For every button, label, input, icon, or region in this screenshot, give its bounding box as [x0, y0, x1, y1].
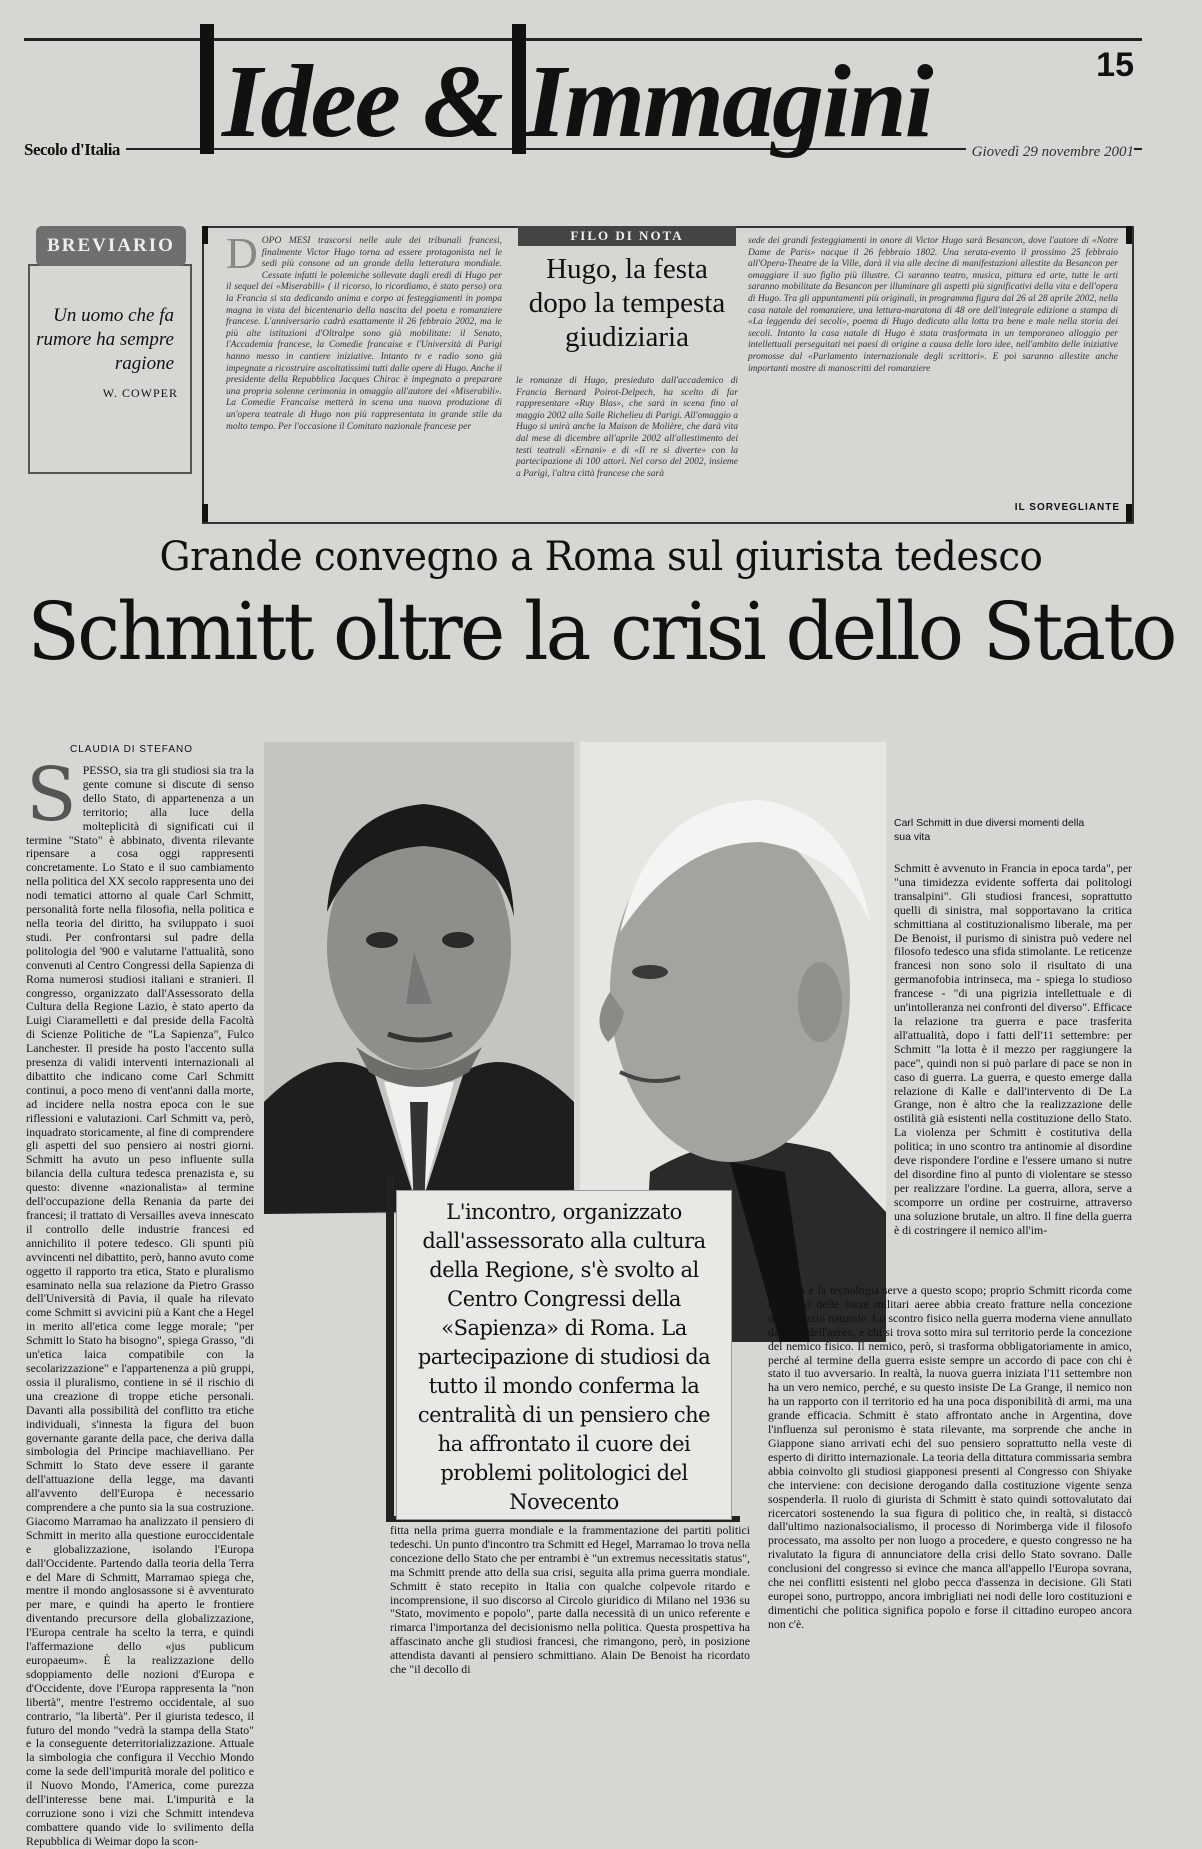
nota-col1-text: OPO MESI trascorsi nelle aule dei tribunali francesi, finalmente Victor Hugo torna ad essere protagonista nel le sedi più consone ad un grande della letteratura mondiale. Cessate infatti le polemiche sollevate dagli eredi di Hugo per il sequel dei «Miserabili» ( il ricorso, lo ricordiamo, è stato perso) ora la Francia si sta dedicando anima e corpo ai festeggiamenti in pompa magna in vista del bicentenario della nascita del poeta e romanziere francese. L'anniversario cadrà esattamente il 26 febbraio 2002, ma le più alte istituzioni d'Oltralpe sono già mobilitate: il Senato, l'Accademia francese, la Comedie francaise e l'Università di Parigi hanno messo in cantiere iniziative. Intanto tv e radio sono già impegnate a ricostruire ascoltatissimi tutti dalle opere di Hugo. Anche il presidente della Repubblica Jacques Chirac è impegnato a preparare una propria solenne cerimonia in omaggio all'autore dei «Miserabili». La Comedie Francaise metterà in scena una nuova produzione di un'opera teatrale di Hugo non più rappresentata in grande stile da molto tempo. Per l'occasione il Comitato nazionale francese per [226, 236, 502, 432]
breviario-label: BREVIARIO [36, 226, 186, 266]
nota-corner-br [1126, 504, 1132, 522]
article-column-left [26, 752, 255, 1848]
portrait-young-illustration [264, 742, 574, 1214]
publication-date: Giovedì 29 novembre 2001 [966, 144, 1134, 161]
filo-di-nota-headline: Hugo, la festa dopo la tempesta giudiziaria [528, 253, 726, 353]
breviario-quote: Un uomo che fa rumore ha sempre ragione [36, 305, 174, 374]
photo-caption: Carl Schmitt in due diversi momenti della sua vita [894, 817, 1085, 843]
article-column-right-lower: potenza e la tecnologia serve a questo scopo; proprio Schmitt ricorda come l'avvento delle forze militari aeree abbia creato fratture nella concezione dello spazio naturale. Lo scontro fisico nella guerra moderna viene annullato dall'uso dell'aereo, e chi si trova sotto mira sul territorio perde la concezione del nemico fisico. Il nemico, però, si trasforma obbligatoriamente in amico, perché al termine della guerra esiste sempre un accordo di pace con chi è stato il tuo avversario. In realtà, la nuova guerra iniziata l'11 settembre non ha un vero nemico, perché, e su questo insiste De La Grange, il nemico non ha un rapporto con il territorio ed ha una poca disponibilità di armi, ma una grande efficacia. Schmitt è stato affrontato anche in Argentina, dove l'influenza sul peronismo è stata rilevante, ma sorprende che anche in Giappone siano arrivati echi del suo pensiero soprattutto nella veste di esperto di diritto internazionale. La teoria della dittatura commissaria sembra abbia coinvolto gli studiosi giapponesi presenti al Congresso con Shiyake che interviene: con decisione derogando dalla costituzione vigente senza sospenderla. Il ruolo di giurista di Schmitt è stato quindi sottovalutato dai ricercatori sostenendo la sua figura di politico che, in realtà, si distaccò dall'ultimo nazionalsocialismo, il processo di Norimberga vide il filosofo processato, ma assolto per non luogo a procedere, e questo congresso ne ha rivalutato la figura di annunciatore della crisi dello Stato sovrano. Dalle conclusioni del congresso si evince che manca all'appello l'Europa sovrana, che nei conflitti esistenti nel globo pecca d'assenza in decisione. Gli Stati europei sono, purtroppo, ancora imbrigliati nei nodi delle loro costituzioni e dimentichi che politica significa popolo e forse il cittadino europeo ancora non c'è. [768, 1283, 1132, 1631]
filo-di-nota-column-2: le romanze di Hugo, presieduto dall'accademico di Francia Bernard Poirot-Delpech, ha scelto di far rappresentare «Ruy Blas», che sarà in scena fino al maggio 2002 alla Salle Richelieu di Parigi. All'omaggio a Hugo si unirà anche la Maison de Molière, che darà vita dal mese di dicembre all'aprile 2002 all'allestimento dei testi teatrali «Ernani» e di «Il re si diverte» con la partecipazione di 100 attori. Nel corso del 2002, insieme a Parigi, l'altra città francese che sarà [516, 376, 738, 479]
nota-corner-tr [1126, 226, 1132, 244]
filo-di-nota-column-3: sede dei grandi festeggiamenti in onore di Victor Hugo sarà Besancon, dove l'autore di «Notre Dame de Paris» nacque il 26 febbraio 1802. Una serata-evento il prossimo 25 febbraio all'Opera-Theatre de la Ville, darà il via alle decine di manifestazioni allestite da Besancon per omaggiare il suo figlio più illustre. Ci saranno teatro, musica, pittura ed arte, tutte le arti saranno mobilitate da Besancon per illuminare gli aspetti più significativi della vita e dell'opera di Hugo. Tra gli appuntamenti più originali, in programma figura dal 26 al 28 aprile 2002, nella casa natale del romanziere, una lettura-maratona di 48 ore dell'integrale edizione a stampa di «La leggenda dei secoli», poema di Hugo dedicato alla lotta tra bene e male nella storia dei secoli. Intanto la casa natale di Hugo è stata trasformata in un temporaneo alloggio per intellettuali perseguitati nei paesi di origine a causa delle loro idee, nell'ambito delle iniziative promosse dal «Parlamento internazionale degli scrittori». E poi saranno allestite anche importanti mostre di manoscritti del romanziere [748, 236, 1118, 374]
section-title: Idee & Immagini [222, 44, 932, 159]
article-drop-cap: S [26, 752, 77, 838]
nota-drop-cap: D [226, 229, 258, 278]
article-column-middle: fitta nella prima guerra mondiale e la frammentazione dei partiti politici tedeschi. Un punto d'incontro tra Schmitt ed Hegel, Marramao lo trova nella concezione dello Stato che per entrambi è "un extremus necessitatis status", ma Schmitt prende atto della sua crisi, seguita alla prima guerra mondiale. Schmitt è stato recepito in Italia con qualche colpevole ritardo e incomprensione, il suo discorso al Circolo giuridico di Milano nel 1936 su "Stato, movimento e popolo", parte dalla necessità di un unico referente e rimarca l'importanza del decisionismo nella politica. Questa prospettiva ha affascinato anche gli studiosi francesi, che rimangono, però, in posizione attendista davanti al pensiero schmittiano. Alain De Benoist ha ricordato che "il decollo di [390, 1523, 750, 1677]
article-left-text: PESSO, sia tra gli studiosi sia tra la gente comune si discute di senso dello Stato, di appartenenza a un territorio; alla luce della molteplicità di significati cui il termine "Stato" è abbinato, diventa rilevante ripensare a cosa oggi rappresenti concretamente. Lo Stato e il suo cambiamento nella politica del XX secolo rappresenta uno dei nodi tematici attorno al quale Carl Schmitt, personalità forte nella filosofia, nella politica e nella teoria del diritto, ha sviluppato i suoi studi. Per confrontarsi sul padre della politologia del '900 e valutarne l'attualità, sono convenuti al Centro Congressi della Sapienza di Roma numerosi studiosi italiani e stranieri. Il congresso, organizzato dall'Assessorato della Cultura della Regione Lazio, è stato aperto da Luigi Ciaramelletti e dal preside della Facoltà di Scienze Politiche de "La Sapienza", Fulco Lanchester. Il preside ha posto l'accento sulla presenza di validi interventi internazionali al dibattito che indicano come Carl Schmitt continui, a poco meno di vent'anni dalla morte, ad incidere nella nostra epoca con le sue riflessioni e valutazioni. Carl Schmitt va, però, inquadrato storicamente, al fine di comprendere gli aspetti del suo pensiero ai nostri giorni. Schmitt ha avuto un peso influente sulla bilancia della cultura tedesca prenazista e, su questo: divenne «nazionalista» al termine dell'occupazione della Renania da parte dei francesi; il trattato di Versailles aveva innescato il controllo delle industrie francesi ed annichilito il potere tedesco. Gli spunti più avvincenti nel dibattito, però, hanno avuto come oggetto il rapporto tra etica, Stato e pluralismo esaminato nella sua relazione da Pietro Grasso dell'Università di Pavia, il quale ha rilevato come Schmitt si avvicini più a Kant che a Hegel in merito all'etica come legge morale; "per Schmitt lo Stato ha bisogno", spiega Grasso, "di un'etica laica compatibile con la secolarizzazione" e l'appartenenza a più gruppi, ossia il pluralismo, contiene in sé il rischio di una creazione di troppe etiche personali. Davanti alla possibilità del conflitto tra etiche individuali, s'innesta la figura del buon governante garante della pace, che deriva dalla simbologia del Principe machiavelliano. Per Schmitt lo Stato deve essere il garante dell'attuazione della legge, ma davanti all'avvento dell'Europa è necessario comprendere a che punto sia la sua costruzione. Giacomo Marramao ha analizzato il pensiero di Schmitt in merito alla questione euroccidentale e globalizzazione, isolando l'Europa dall'Occidente. Partendo dalla teoria della Terra e del Mare di Schmitt, Marramao spiega che, mentre il mondo anglosassone si è avventurato per mare, e quindi ha aperto le frontiere diventando precursore della globalizzazione, l'Europa centrale ha scelto la terra, e quindi l'affermazione dello «jus publicum europaeum». È la realizzazione dello sdoppiamento delle nozioni d'Europa e d'Occidente, dove l'Europa rappresenta la "non libertà", mentre l'estremo occidentale, al suo contrario, "la libertà". Per il giurista tedesco, il futuro del mondo "vedrà la stampa della Stato" e la conseguente deterritorializzazione. Attuale la simbologia che configura il Vecchio Mondo come la sede dell'impurità morale del politico e il Nuovo Mondo, l'America, come purezza dell'interesse bene mai. L'impurità e la corruzione sono i vizi che Schmitt intendeva combattere quando vide lo svilimento della Repubblica di Weimar dopo la scon- [26, 763, 255, 1848]
article-byline: CLAUDIA DI STEFANO [70, 744, 194, 755]
page-number: 15 [1096, 46, 1134, 84]
pull-quote-frame-left [386, 1176, 394, 1518]
filo-di-nota-column-1 [226, 229, 502, 514]
pull-quote-text: L'incontro, organizzato dall'assessorato alla cultura della Regione, s'è svolto al Centro Congressi della «Sapienza» di Roma. La partecipazione di studiosi da tutto il mondo conferma la centralità di un pensiero che ha affrontato il cuore dei problemi politologici del Novecento [417, 1200, 711, 1514]
article-kicker: Grande convegno a Roma sul giurista tedesco [159, 534, 1043, 580]
nota-corner-tl [202, 226, 208, 244]
masthead-bar-left [200, 24, 214, 154]
breviario-author: W. COWPER [102, 386, 178, 400]
filo-di-nota-label: FILO DI NOTA [518, 226, 736, 246]
article-column-right: Schmitt è avvenuto in Francia in epoca tarda", per "una timidezza evidente sofferta dai politologi transalpini". Gli studiosi francesi, soprattutto quelli di sinistra, mal sopportavano la critica schmittiana al costituzionalismo liberale, ma per De Benoist, il purismo di sinistra può vedere nel filosofo tedesco una sfida stimolante. Le reticenze francesi non sono solo il risultato di una germanofobia intrinseca, ma - spiega lo studioso francese - "di una pigrizia intellettuale e di un'intolleranza nei confronti del diverso". Efficace la relazione tra guerra e pace trasferita all'attualità, dopo i fatti dell'11 settembre: per Schmitt "la lotta è il mezzo per raggiungere la pace", quindi non si può parlare di pace se non in caso di guerra. La guerra, e questo emerge dalla relazione di Kalle e dall'intervento di De La Grange, non è altro che la realizzazione delle ostilità già esistenti nella costituzione dello Stato. La violenza per Schmitt è costitutiva della politica; in uno scontro tra antinomie al disordine deve rispondere l'ordine e l'essere umano si nutre del disordine fino al punto di violentare se stesso per realizzare l'ordine. La guerra, allora, serve a scomporre un ordine per costruirne, attraverso una soluzione brutale, un altro. Il fine della guerra è di costringere il nemico all'im- [894, 861, 1132, 1237]
filo-di-nota-signature: IL SORVEGLIANTE [1014, 502, 1120, 513]
nota-corner-bl [202, 504, 208, 522]
masthead-top-rule [24, 38, 1142, 41]
photo-young-schmitt [264, 742, 574, 1214]
article-headline: Schmitt oltre la crisi dello Stato [27, 585, 1175, 678]
paper-name: Secolo d'Italia [24, 140, 126, 160]
